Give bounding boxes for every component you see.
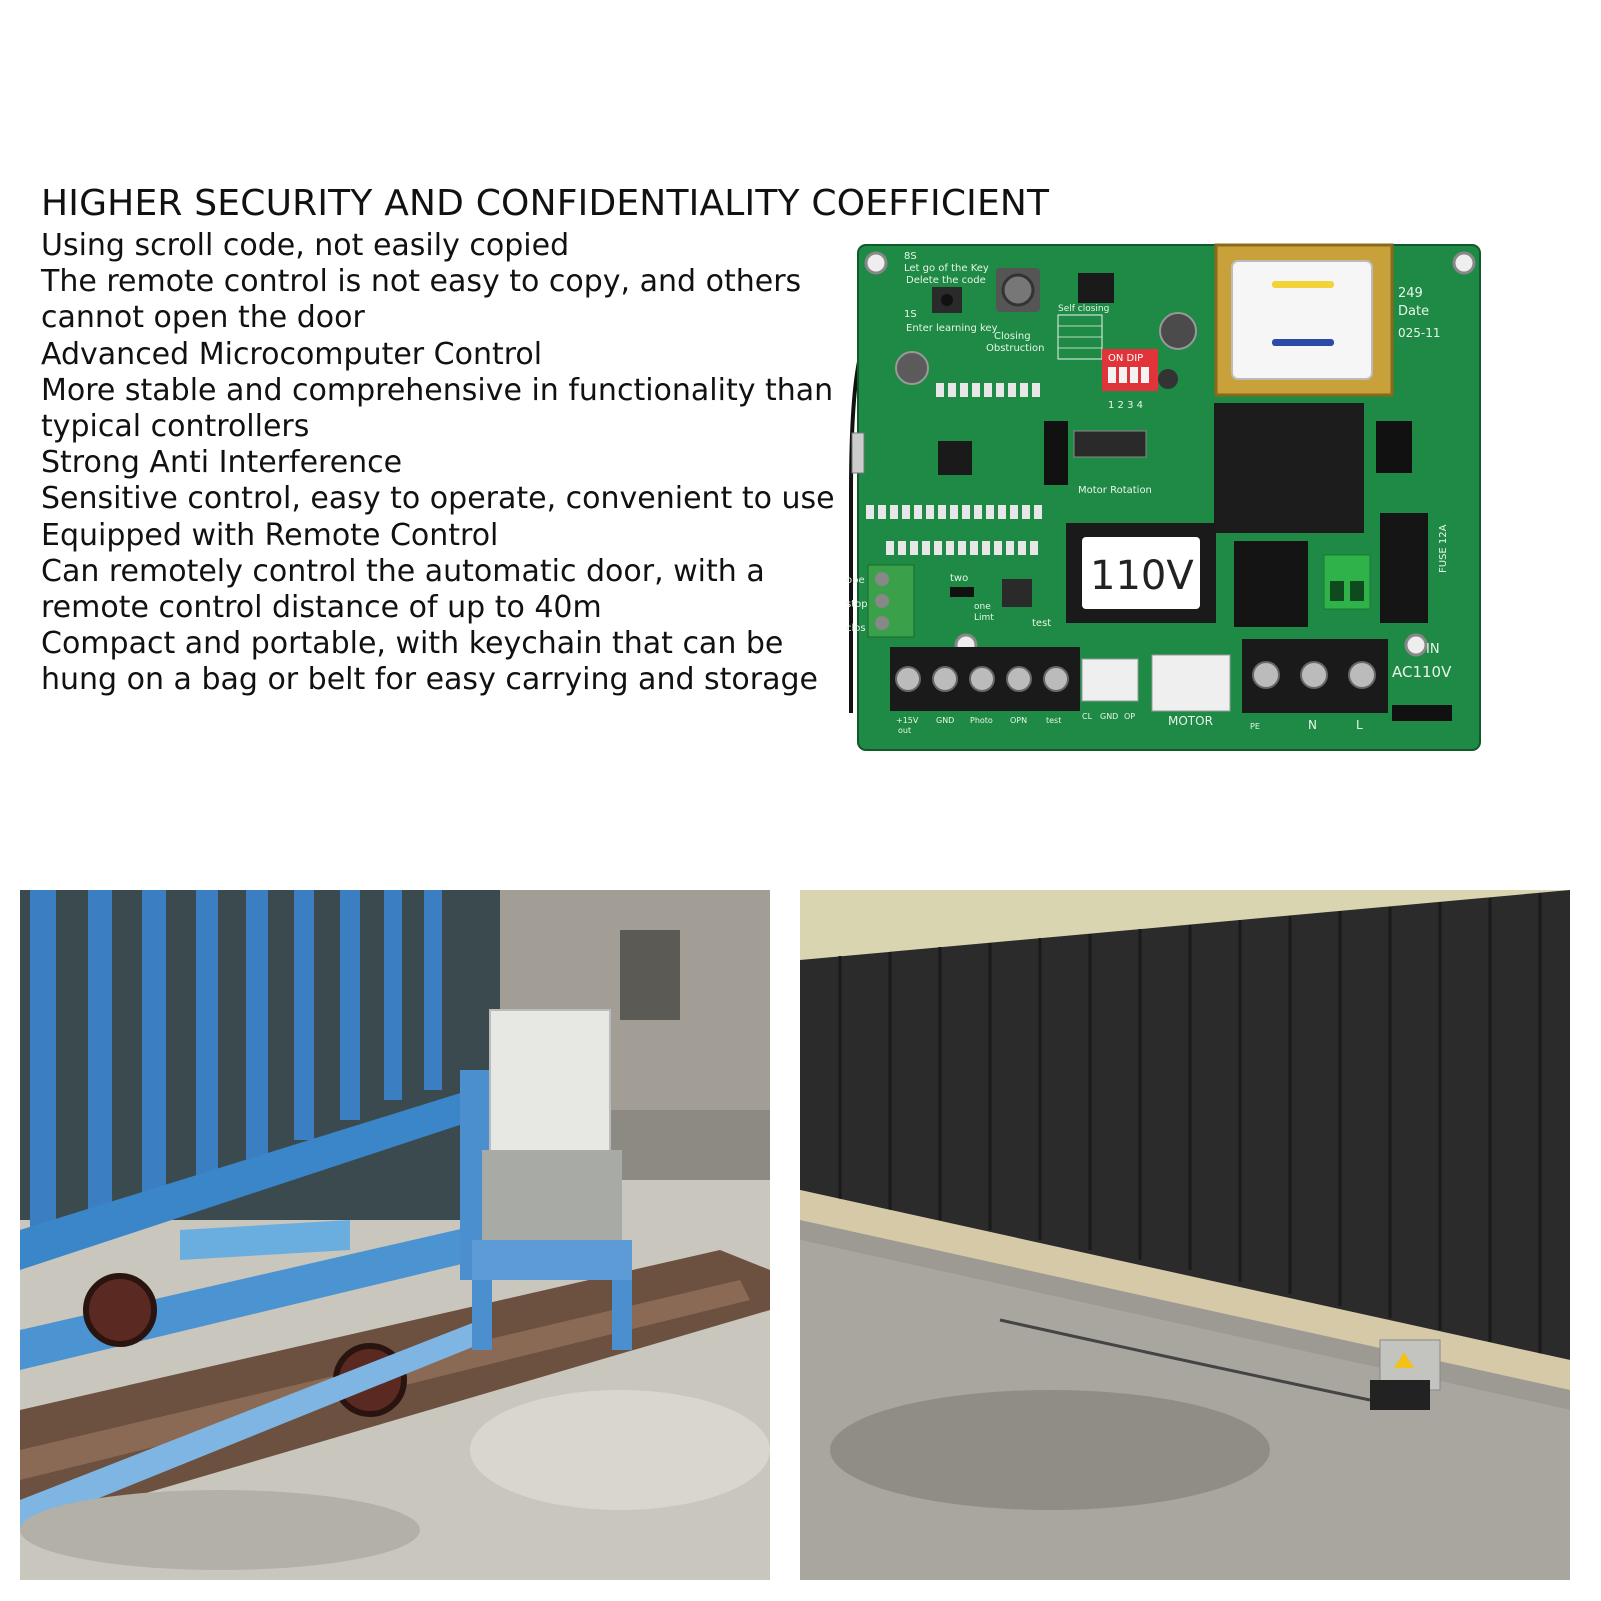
microcontroller-chip <box>938 441 972 475</box>
controller-board-svg <box>846 243 1486 753</box>
dip-numbers: 1 2 3 4 <box>1108 400 1143 411</box>
date-label-1: 249 <box>1398 286 1423 301</box>
feature-line: Advanced Microcomputer Control <box>41 336 543 372</box>
terminal-label: OPN <box>1010 716 1028 725</box>
gate-motor-photo <box>20 890 770 1580</box>
closing-label-2: Obstruction <box>986 343 1045 354</box>
key-label-1: 8S <box>904 251 917 262</box>
limit-connector <box>1082 659 1138 701</box>
key-label-3: Delete the code <box>906 275 986 286</box>
feature-line: Can remotely control the automatic door, with a <box>41 553 765 589</box>
feature-line: Compact and portable, with keychain that can be <box>41 626 784 662</box>
feature-line: Strong Anti Interference <box>41 445 403 481</box>
one-label: one <box>974 602 991 612</box>
mounting-hole <box>866 253 886 273</box>
side-label-stop: stop <box>846 599 868 610</box>
power-label: N <box>1308 718 1317 732</box>
feature-line: Using scroll code, not easily copied <box>41 228 570 263</box>
key-label-4: 1S <box>904 309 917 320</box>
fuse-block <box>1380 513 1428 623</box>
feature-line: typical controllers <box>41 409 310 445</box>
test-label: test <box>1032 618 1052 629</box>
limit-terminal-label: CL <box>1082 712 1093 721</box>
feature-line: Equipped with Remote Control <box>41 517 499 553</box>
self-closing-label: Self closing <box>1058 304 1110 314</box>
terminal-label: test <box>1046 716 1062 725</box>
fence-motor-photo <box>800 890 1570 1580</box>
closing-label-1: Closing <box>994 331 1031 342</box>
capacitor <box>1160 313 1196 349</box>
date-label-2: Date <box>1398 304 1430 319</box>
key-label-2: Let go of the Key <box>904 263 989 274</box>
ac-label: AC110V <box>1392 663 1452 681</box>
power-label: PE <box>1250 722 1260 731</box>
motor-label: MOTOR <box>1168 714 1213 728</box>
mounting-hole <box>1454 253 1474 273</box>
side-label-close: clos <box>846 623 866 634</box>
gate-motor-illustration <box>20 890 770 1580</box>
capacitor <box>896 352 928 384</box>
feature-line: hung on a bag or belt for easy carrying and storage <box>41 662 818 698</box>
date-label-3: 025-11 <box>1398 326 1441 340</box>
fence-motor-illustration <box>800 890 1570 1580</box>
headline: HIGHER SECURITY AND CONFIDENTIALITY COEFFICIENT <box>41 183 1050 224</box>
feature-line: More stable and comprehensive in functionality than <box>41 372 834 408</box>
mounting-hole <box>1406 635 1426 655</box>
side-label-open: ope <box>846 575 865 586</box>
slide-switch <box>1074 431 1146 457</box>
feature-line: The remote control is not easy to copy, and others <box>41 264 802 300</box>
voltage-label: 110V <box>1090 553 1194 599</box>
pin-header <box>1044 421 1068 485</box>
feature-line: remote control distance of up to 40m <box>41 590 602 626</box>
dip-label: ON DIP <box>1108 353 1144 364</box>
terminal-label: Photo <box>970 716 993 725</box>
motor-connector <box>1152 655 1230 711</box>
relay <box>1214 403 1364 533</box>
feature-line: Sensitive control, easy to operate, convenient to use <box>41 481 835 517</box>
limit-label: Limt <box>974 613 994 623</box>
motor-rotation-label: Motor Rotation <box>1078 485 1152 496</box>
two-label: two <box>950 573 969 584</box>
feature-line: cannot open the door <box>41 300 365 336</box>
terminal-label: +15V <box>896 716 919 725</box>
limit-terminal-label: GND <box>1100 712 1119 721</box>
limit-terminal-label: OP <box>1124 712 1136 721</box>
controller-board-image <box>846 243 1486 753</box>
in-label: IN <box>1426 642 1440 657</box>
terminal-out-label: out <box>898 726 912 735</box>
terminal-label: GND <box>936 716 955 725</box>
power-label: L <box>1356 718 1363 732</box>
fuse-label: FUSE 12A <box>1438 524 1449 573</box>
key-label-5: Enter learning key <box>906 323 998 334</box>
